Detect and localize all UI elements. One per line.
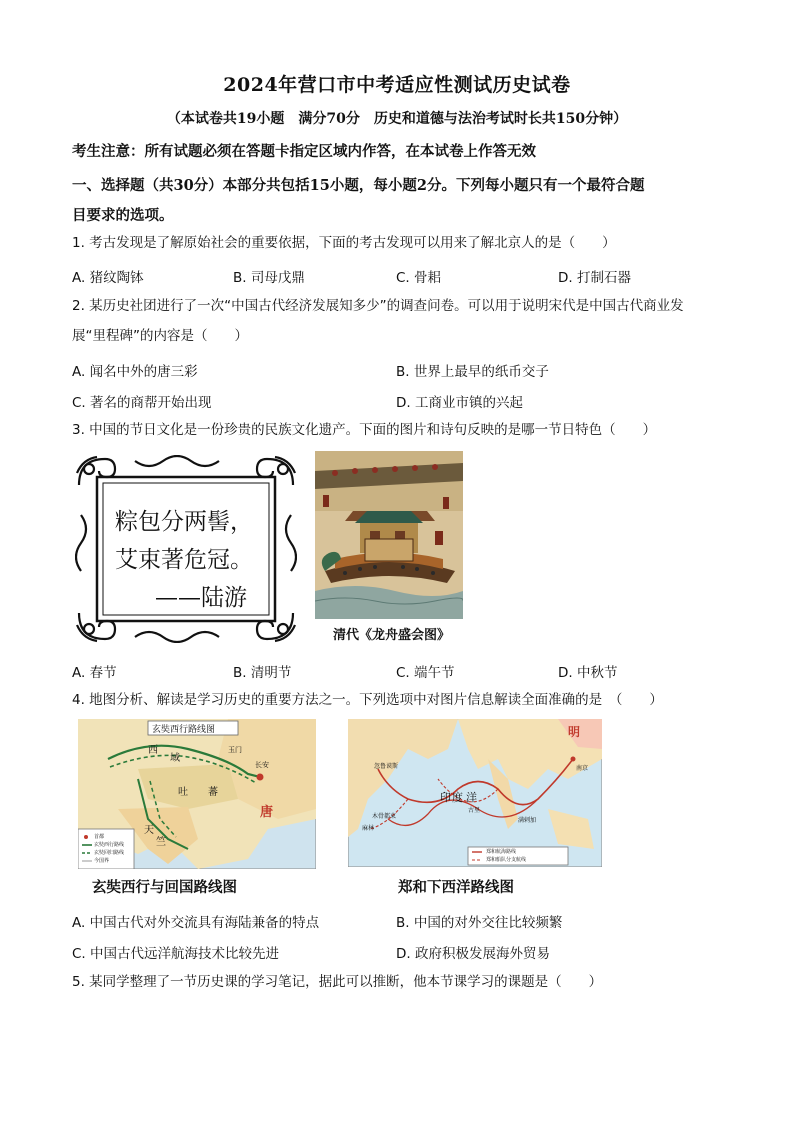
- map1-label-tu: 吐: [178, 787, 188, 798]
- question-3-stem: 3. 中国的节日文化是一份珍贵的民族文化遗产。下面的图片和诗句反映的是哪一节日特色（ ）: [72, 422, 657, 438]
- map1-label-bo: 蕃: [208, 787, 218, 798]
- map1-label-tian: 天: [144, 825, 154, 836]
- map2-label-yin: 印: [440, 791, 451, 804]
- question-1-stem: 1. 考古发现是了解原始社会的重要依据，下面的考古发现可以用来了解北京人的是（ ）: [72, 235, 616, 251]
- section-heading: [72, 171, 732, 231]
- map1-label-tang: 唐: [260, 805, 274, 820]
- poem-line-1: 粽包分两髻，: [115, 509, 253, 535]
- map2-label-nanjing: 南京: [576, 765, 589, 772]
- q2-option-b[interactable]: B. 世界上最早的纸币交子: [396, 364, 549, 380]
- map1-legend-capital: 首都: [94, 834, 105, 840]
- map1-caption: 玄奘西行与回国路线图: [92, 880, 237, 896]
- map1-legend-return: 玄奘回归路线: [94, 850, 125, 856]
- q4-option-b[interactable]: B. 中国的对外交往比较频繁: [396, 915, 563, 931]
- map1-label-changan: 长安: [255, 761, 269, 769]
- map1-label-yu: 域: [170, 753, 180, 764]
- q2-stem-line2: 展“里程碑”的内容是（ ）: [72, 328, 248, 344]
- q1-option-c[interactable]: C. 骨耜: [396, 270, 442, 286]
- q4-option-a[interactable]: A. 中国古代对外交流具有海陆兼备的特点: [72, 915, 320, 931]
- map2-legend-main: 郑和航海路线: [486, 849, 517, 855]
- q2-stem-line1: 2. 某历史社团进行了一次“中国古代经济发展知多少”的调查问卷。可以用于说明宋代是中国古代商业发: [72, 298, 684, 314]
- dragon-boat-painting: [315, 451, 463, 619]
- map2-label-malacca: 满剌加: [518, 817, 537, 824]
- map2-label-guli: 古里: [468, 807, 481, 814]
- map1-legend-border: 今国界: [94, 858, 110, 864]
- dragon-boat-image: [315, 451, 463, 619]
- map2-caption: 郑和下西洋路线图: [398, 880, 514, 896]
- map2-legend-branch: 郑和船队分支航线: [486, 857, 527, 863]
- q4-option-c[interactable]: C. 中国古代远洋航海技术比较先进: [72, 946, 280, 962]
- question-4-stem: 4. 地图分析、解读是学习历史的重要方法之一。下列选项中对图片信息解读全面准确的是 （ ）: [72, 692, 663, 708]
- q2-option-c[interactable]: C. 著名的商帮开始出现: [72, 395, 212, 411]
- q3-option-c[interactable]: C. 端午节: [396, 665, 455, 681]
- q3-option-d[interactable]: D. 中秋节: [558, 665, 618, 681]
- q3-option-b[interactable]: B. 清明节: [233, 665, 292, 681]
- map1-label-zhu: 竺: [156, 837, 166, 848]
- section-heading-line1: 一、选择题（共30分）本部分共包括15小题，每小题2分。下列每小题只有一个最符合题: [72, 177, 645, 194]
- map1-label-xi: 西: [148, 745, 158, 756]
- poem-author: ——陆游: [155, 585, 247, 611]
- map2-label-malindi: 麻林: [362, 825, 375, 832]
- q2-option-a[interactable]: A. 闻名中外的唐三彩: [72, 364, 198, 380]
- map2-label-mogadishu: 木骨都束: [372, 813, 397, 820]
- exam-subtitle: （本试卷共19小题 满分70分 历史和道德与法治考试时长共150分钟）: [166, 111, 628, 127]
- section-heading-line2: 目要求的选项。: [72, 207, 174, 224]
- map1-inner-title: 玄奘西行路线图: [152, 725, 216, 735]
- poem-line-2: 艾束著危冠。: [115, 547, 253, 573]
- xuanzang-route-map: [78, 719, 316, 869]
- q3-option-a[interactable]: A. 春节: [72, 665, 117, 681]
- q4-option-d[interactable]: D. 政府积极发展海外贸易: [396, 946, 550, 962]
- painting-caption: 清代《龙舟盛会图》: [333, 628, 451, 643]
- exam-title: 2024年营口市中考适应性测试历史试卷: [223, 74, 571, 96]
- map2-label-yang: 洋: [466, 791, 477, 804]
- map1-label-yumen: 玉门: [228, 746, 242, 754]
- map2-label-hormuz: 忽鲁谟斯: [374, 763, 399, 770]
- q1-option-b[interactable]: B. 司母戊鼎: [233, 270, 305, 286]
- q1-option-d[interactable]: D. 打制石器: [558, 270, 631, 286]
- exam-notice: 考生注意：所有试题必须在答题卡指定区域内作答，在本试卷上作答无效: [72, 143, 536, 160]
- map2-label-ming: 明: [568, 725, 581, 739]
- question-2-stem: [72, 291, 732, 351]
- poem-frame: [75, 455, 297, 643]
- map2-label-du: 度: [452, 791, 463, 804]
- q1-option-a[interactable]: A. 猪纹陶钵: [72, 270, 144, 286]
- map1-legend-westward: 玄奘西行路线: [94, 842, 125, 848]
- q2-option-d[interactable]: D. 工商业市镇的兴起: [396, 395, 523, 411]
- question-5-stem: 5. 某同学整理了一节历史课的学习笔记，据此可以推断，他本节课学习的课题是（ ）: [72, 974, 603, 990]
- zhenghe-route-map: [348, 719, 602, 867]
